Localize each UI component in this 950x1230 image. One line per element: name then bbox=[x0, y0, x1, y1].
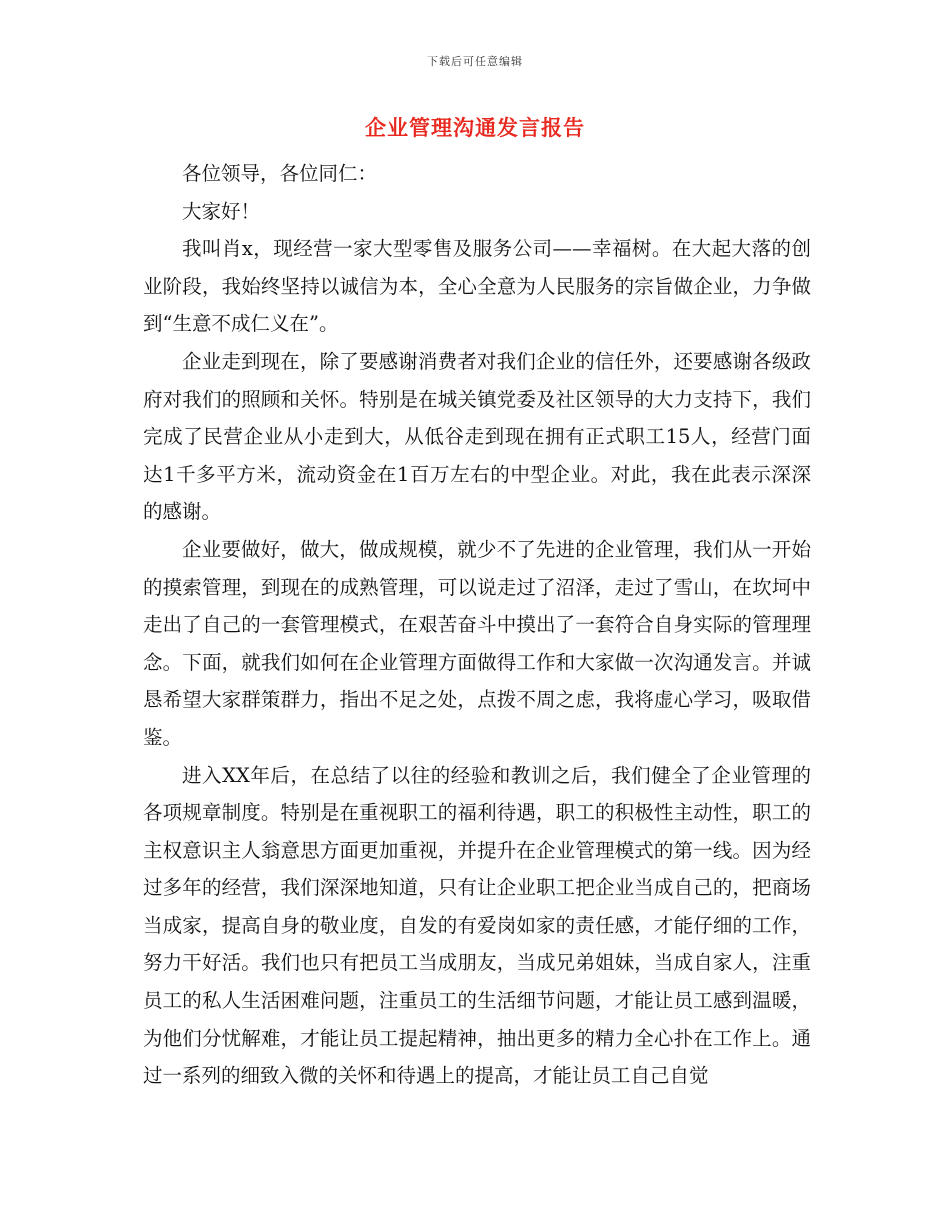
page-header-note: 下载后可任意编辑 bbox=[427, 55, 523, 68]
salutation-paragraph: 各位领导，各位同仁： bbox=[182, 162, 378, 185]
greeting-paragraph: 大家好！ bbox=[182, 199, 261, 223]
thanks-paragraph: 企业走到现在，除了要感谢消费者对我们企业的信任外，还要感谢各级政府对我们的照顾和关怀。特别是在城关镇党委及社区领导的大力支持下，我们完成了民营企业从小走到大，从低谷走到现在拥有正式职工15人，经营门面达1千多平方米，流动资金在1百万左右的中型企业。对此，我在此表示深深的感谢。 bbox=[143, 349, 811, 524]
regulations-paragraph: 进入XX年后，在总结了以往的经验和教训之后，我们健全了企业管理的各项规章制度。特别是在重视职工的福利待遇，职工的积极性主动性，职工的主权意识主人翁意思方面更加重视，并提升在企业管理模式的第一线。因为经过多年的经营，我们深深地知道，只有让企业职工把企业当成自己的，把商场当成家，提高自身的敬业度，自发的有爱岗如家的责任感，才能仔细的工作，努力干好活。我们也只有把员工当成朋友，当成兄弟姐妹，当成自家人，注重员工的私人生活困难问题，注重员工的生活细节问题，才能让员工感到温暖，为他们分忧解难，才能让员工提起精神，抽出更多的精力全心扑在工作上。通过一系列的细致入微的关怀和待遇上的提高，才能让员工自己自觉 bbox=[143, 763, 811, 1088]
document-body bbox=[143, 155, 811, 1095]
document-title: 企业管理沟通发言报告 bbox=[365, 115, 585, 140]
management-paragraph: 企业要做好，做大，做成规模，就少不了先进的企业管理，我们从一开始的摸索管理，到现在的成熟管理，可以说走过了沼泽，走过了雪山，在坎坷中走出了自己的一套管理模式，在艰苦奋斗中摸出了一套符合自身实际的管理理念。下面，就我们如何在企业管理方面做得工作和大家做一次沟通发言。并诚恳希望大家群策群力，指出不足之处，点拨不周之虑，我将虚心学习，吸取借鉴。 bbox=[143, 537, 811, 749]
intro-paragraph: 我叫肖x，现经营一家大型零售及服务公司——幸福树。在大起大落的创业阶段，我始终坚持以诚信为本，全心全意为人民服务的宗旨做企业，力争做到“生意不成仁义在”。 bbox=[143, 237, 811, 336]
